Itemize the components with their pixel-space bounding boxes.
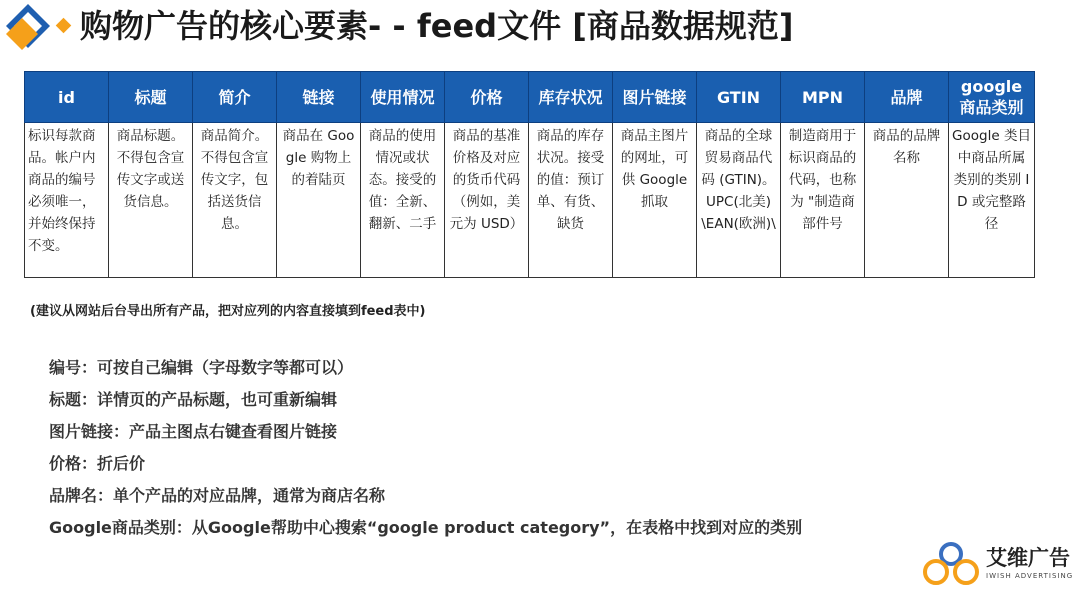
table-header-row xyxy=(25,72,1035,123)
header-brand: 品牌 xyxy=(865,72,949,123)
export-note: (建议从网站后台导出所有产品，把对应列的内容直接填到feed表中) xyxy=(30,304,426,319)
cell-brand: 商品的品牌名称 xyxy=(865,123,949,278)
header-gtin: GTIN xyxy=(697,72,781,123)
header-price: 价格 xyxy=(445,72,529,123)
header-title: 标题 xyxy=(109,72,193,123)
logo-subtitle: IWISH ADVERTISING xyxy=(986,572,1074,580)
header-google-category: google 商品类别 xyxy=(949,72,1035,123)
header-description: 简介 xyxy=(193,72,277,123)
cell-price: 商品的基准价格及对应的货币代码（例如，美元为 USD） xyxy=(445,123,529,278)
list-item: 价格：折后价 xyxy=(49,454,146,473)
header-image-link: 图片链接 xyxy=(613,72,697,123)
header-condition: 使用情况 xyxy=(361,72,445,123)
cell-link: 商品在 Google 购物上的着陆页 xyxy=(277,123,361,278)
knot-logo-icon xyxy=(920,538,982,590)
field-notes-list xyxy=(49,352,802,544)
list-item: 编号：可按自己编辑（字母数字等都可以） xyxy=(49,358,354,377)
title-bar xyxy=(0,0,1080,56)
header-mpn: MPN xyxy=(781,72,865,123)
cell-google-category: Google 类目中商品所属类别的类别 ID 或完整路径 xyxy=(949,123,1035,278)
bullet-diamond-icon xyxy=(56,18,72,34)
list-item: 标题：详情页的产品标题，也可重新编辑 xyxy=(49,390,338,409)
table-row xyxy=(25,123,1035,278)
cell-gtin: 商品的全球贸易商品代码 (GTIN)。UPC(北美)\EAN(欧洲)\ xyxy=(697,123,781,278)
cell-description: 商品简介。不得包含宣传文字，包括送货信息。 xyxy=(193,123,277,278)
list-item: Google商品类别：从Google帮助中心搜索“google product category”，在表格中找到对应的类别 xyxy=(49,518,803,537)
brand-logo xyxy=(920,538,1074,594)
header-id: id xyxy=(25,72,109,123)
cell-image-link: 商品主图片的网址，可供 Google 抓取 xyxy=(613,123,697,278)
cell-title: 商品标题。不得包含宣传文字或送货信息。 xyxy=(109,123,193,278)
header-link: 链接 xyxy=(277,72,361,123)
cell-mpn: 制造商用于标识商品的代码，也称为 "制造商部件号 xyxy=(781,123,865,278)
list-item: 品牌名：单个产品的对应品牌，通常为商店名称 xyxy=(49,486,386,505)
cell-condition: 商品的使用情况或状态。接受的值：全新、翻新、二手 xyxy=(361,123,445,278)
header-availability: 库存状况 xyxy=(529,72,613,123)
diamond-logo-icon xyxy=(4,2,52,54)
logo-name: 艾维广告 xyxy=(986,546,1070,570)
page-title: 购物广告的核心要素- - feed文件 [商品数据规范] xyxy=(80,7,794,45)
spec-table xyxy=(24,71,1035,278)
cell-id: 标识每款商品。帐户内商品的编号必须唯一，并始终保持不变。 xyxy=(25,123,109,278)
list-item: 图片链接：产品主图点右键查看图片链接 xyxy=(49,422,338,441)
cell-availability: 商品的库存状况。接受的值：预订单、有货、缺货 xyxy=(529,123,613,278)
